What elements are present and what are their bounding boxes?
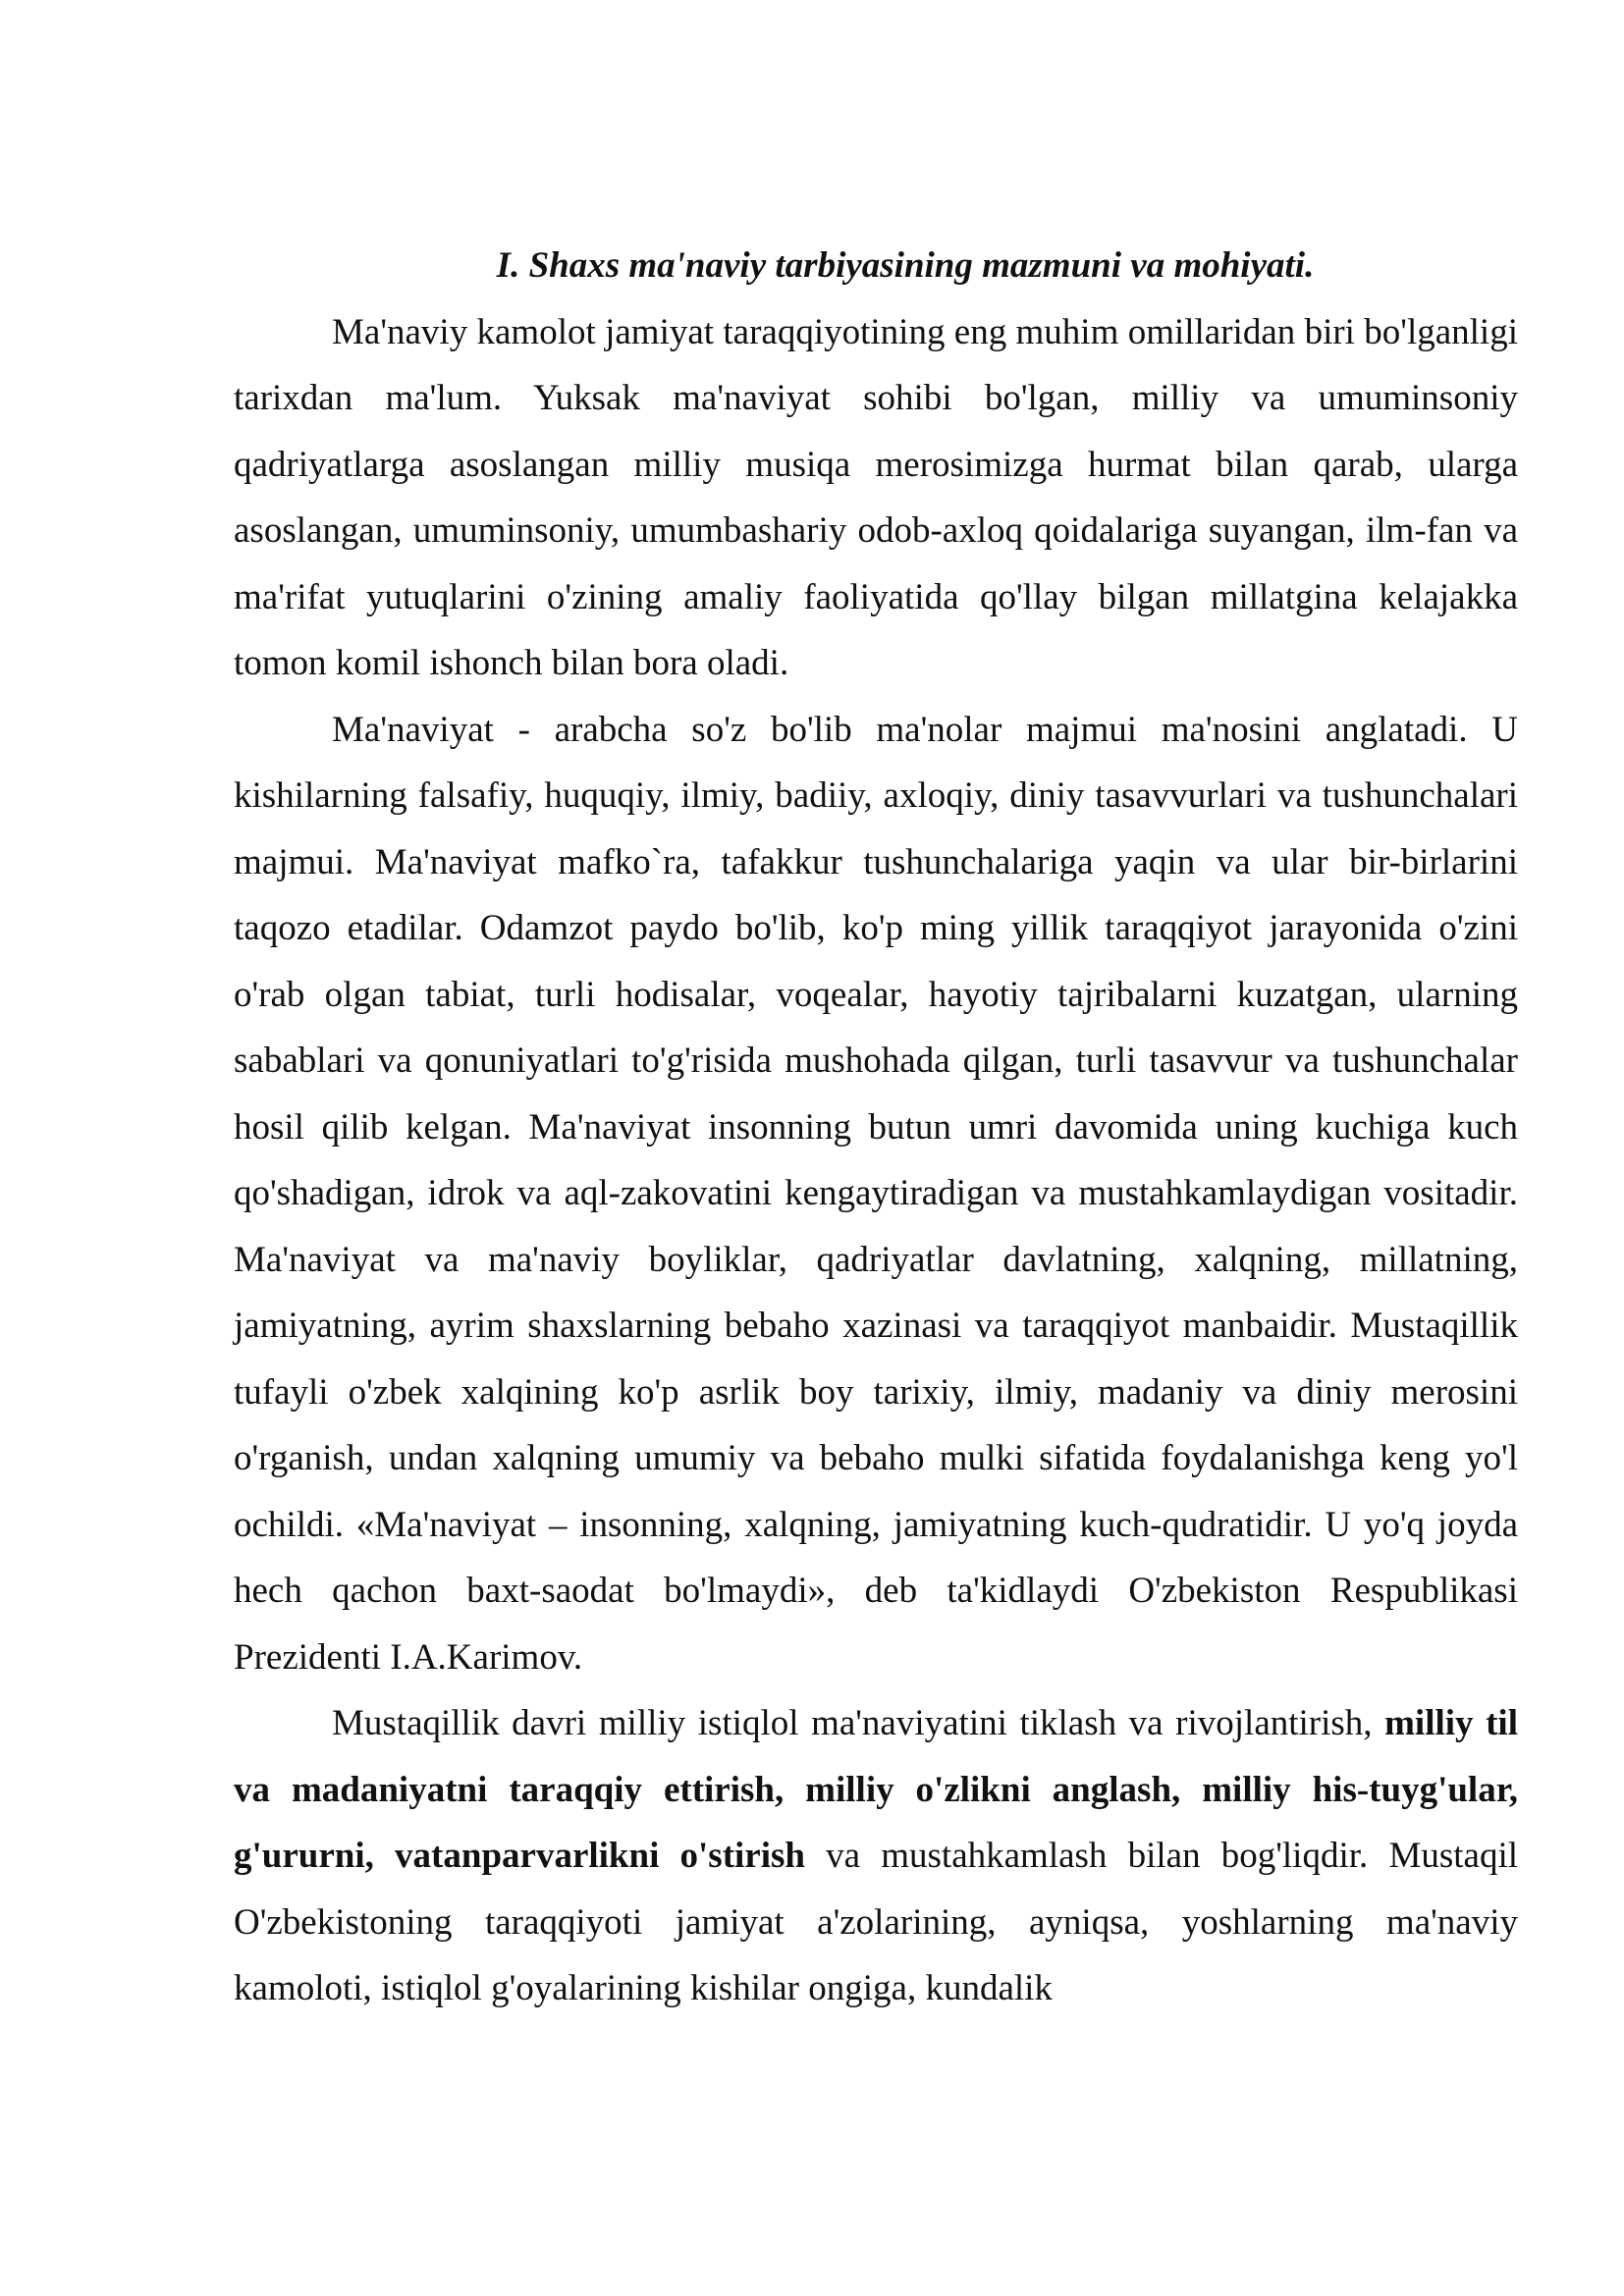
paragraph-1: Ma'naviy kamolot jamiyat taraqqiyotining eng muhim omillaridan biri bo'lganligi tarixdan ma'lum. Yuksak ma'naviyat sohibi bo'lgan, milliy va umuminsoniy qadriyatlarga asoslangan milliy musiqa merosimizga hurmat bilan qarab, ularga asoslangan, umuminsoniy, umumbashariy odob-axloq qoidalariga suyangan, ilm-fan va ma'rifat yutuqlarini o'zining amaliy faoliyatida qo'llay bilgan millatgina kelajakka tomon komil ishonch bilan bora oladi. — [234, 311, 1518, 683]
paragraph-3-emphasis: milliy til va madaniyatni taraqqiy ettirish, milliy o'zlikni anglash, milliy his-tuyg'ular, g'ururni, vatanparvarlikni o'stirish — [234, 1703, 1518, 1876]
paragraph-3 — [234, 1690, 1518, 2022]
paragraph-3-tail: va mustahkamlash bilan bog'liqdir. Mustaqil O'zbekistoning taraqqiyoti jamiyat a'zolarining, ayniqsa, yoshlarning ma'naviy kamoloti, istiqlol g'oyalarining kishilar ongiga, kundalik — [234, 1836, 1518, 2008]
paragraph-2: Ma'naviyat - arabcha so'z bo'lib ma'nolar majmui ma'nosini anglatadi. U kishilarning falsafiy, huquqiy, ilmiy, badiiy, axloqiy, diniy tasavvurlari va tushunchalari majmui. Ma'naviyat mafko`ra, tafakkur tushunchalariga yaqin va ular bir-birlarini taqozo etadilar. Odamzot paydo bo'lib, ko'p ming yillik taraqqiyot jarayonida o'zini o'rab olgan tabiat, turli hodisalar, voqealar, hayotiy tajribalarni kuzatgan, ularning sabablari va qonuniyatlari to'g'risida mushohada qilgan, turli tasavvur va tushunchalar hosil qilib kelgan. Ma'naviyat insonning butun umri davomida uning kuchiga kuch qo'shadigan, idrok va aql-zakovatini kengaytiradigan va mustahkamlaydigan vositadir. Ma'naviyat va ma'naviy boyliklar, qadriyatlar davlatning, xalqning, millatning, jamiyatning, ayrim shaxslarning bebaho xazinasi va taraqqiyot manbaidir. Mustaqillik tufayli o'zbek xalqining ko'p asrlik boy tarixiy, ilmiy, madaniy va diniy merosini o'rganish, undan xalqning umumiy va bebaho mulki sifatida foydalanishga keng yo'l ochildi. «Ma'naviyat – insonning, xalqning, jamiyatning kuch-qudratidir. U yo'q joyda hech qachon baxt-saodat bo'lmaydi», deb ta'kidlaydi O'zbekiston Respublikasi Prezidenti I.A.Karimov. — [234, 709, 1518, 1678]
document-body — [234, 233, 1518, 2022]
section-title: I. Shaxs ma'naviy tarbiyasining mazmuni va mohiyati. — [496, 245, 1315, 286]
paragraph-3-lead: Mustaqillik davri milliy istiqlol ma'naviyatini tiklash va rivojlantirish, — [332, 1703, 1385, 1743]
